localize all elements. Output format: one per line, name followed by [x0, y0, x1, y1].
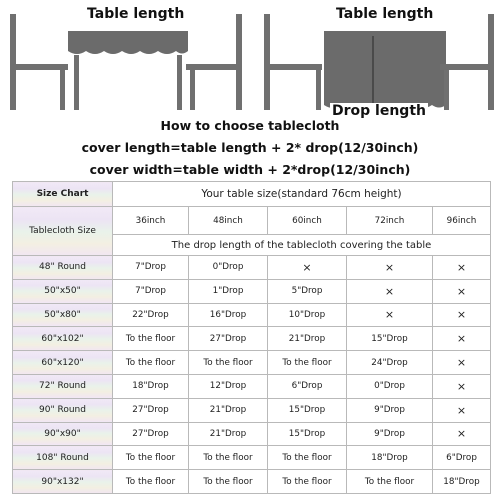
drop-value-cell: 6"Drop — [433, 446, 491, 470]
drop-value-cell: 9"Drop — [347, 422, 433, 446]
drop-value-cell: 27"Drop — [113, 398, 189, 422]
left-scene — [10, 14, 242, 110]
table-row — [13, 279, 491, 303]
size-chart-label: Size Chart — [13, 182, 113, 207]
right-chair-back — [236, 14, 242, 110]
tablecloth-size-cell: 50"x80" — [13, 303, 113, 327]
drop-value-cell: 21"Drop — [268, 327, 347, 351]
drop-value-cell: 27"Drop — [113, 422, 189, 446]
drop-value-cell: To the floor — [268, 351, 347, 375]
drop-value-cell: 1"Drop — [189, 279, 268, 303]
left-chair-seat — [10, 64, 68, 70]
long-tablecloth — [324, 31, 446, 105]
drop-value-cell: 18"Drop — [433, 470, 491, 494]
tablecloth-size-cell: 108" Round — [13, 446, 113, 470]
right-chair-leg-2 — [444, 68, 449, 110]
drop-value-cell: 6"Drop — [268, 374, 347, 398]
drop-value-cell: To the floor — [189, 470, 268, 494]
table-row — [13, 303, 491, 327]
drop-length-label: Drop length — [332, 103, 426, 119]
table-row — [13, 470, 491, 494]
drop-value-cell: × — [433, 398, 491, 422]
tablecloth-size-cell: 50"x50" — [13, 279, 113, 303]
right-chair-back-2 — [488, 14, 494, 110]
drop-value-cell: To the floor — [113, 470, 189, 494]
drop-value-cell: 22"Drop — [113, 303, 189, 327]
left-chair-back — [10, 14, 16, 110]
table-leg-left — [74, 55, 79, 110]
table-length-label-right: Table length — [336, 6, 434, 22]
drop-value-cell: 9"Drop — [347, 398, 433, 422]
drop-value-cell: 0"Drop — [189, 256, 268, 280]
drop-value-cell: 18"Drop — [113, 374, 189, 398]
tablecloth-size-cell: 90"x132" — [13, 470, 113, 494]
tablecloth-size-cell: 72" Round — [13, 374, 113, 398]
drop-value-cell: To the floor — [189, 446, 268, 470]
drop-value-cell: 15"Drop — [268, 422, 347, 446]
drop-value-cell: × — [347, 279, 433, 303]
table-row — [13, 327, 491, 351]
tablecloth-illustration — [0, 0, 500, 118]
table-length-label-left: Table length — [87, 6, 185, 22]
short-tablecloth — [68, 31, 188, 51]
your-table-size-header: Your table size(standard 76cm height) — [113, 182, 491, 207]
drop-value-cell: 24"Drop — [347, 351, 433, 375]
drop-value-cell: 21"Drop — [189, 398, 268, 422]
drop-value-cell: 27"Drop — [189, 327, 268, 351]
drop-value-cell: × — [347, 303, 433, 327]
left-chair-leg — [60, 68, 65, 110]
drop-value-cell: 15"Drop — [268, 398, 347, 422]
right-scene — [264, 14, 494, 110]
drop-value-cell: 21"Drop — [189, 422, 268, 446]
drop-value-cell: To the floor — [113, 351, 189, 375]
table-row — [13, 398, 491, 422]
tablecloth-size-cell: 60"x102" — [13, 327, 113, 351]
table-row — [13, 446, 491, 470]
drop-value-cell: × — [268, 256, 347, 280]
drop-value-cell: × — [433, 279, 491, 303]
table-row — [13, 351, 491, 375]
cover-length-formula: cover length=table length + 2* drop(12/30inch) — [81, 140, 419, 155]
left-chair-seat-2 — [264, 64, 322, 70]
table-size-48: 48inch — [189, 207, 268, 235]
drop-value-cell: × — [433, 256, 491, 280]
cover-width-formula: cover width=table width + 2*drop(12/30inch) — [89, 162, 411, 177]
drop-value-cell: 16"Drop — [189, 303, 268, 327]
table-row — [13, 374, 491, 398]
drop-value-cell: × — [433, 374, 491, 398]
drop-value-cell: 5"Drop — [268, 279, 347, 303]
drop-value-cell: × — [433, 303, 491, 327]
drop-value-cell: 10"Drop — [268, 303, 347, 327]
tablecloth-size-cell: 48" Round — [13, 256, 113, 280]
table-leg-right — [177, 55, 182, 110]
drop-value-cell: × — [433, 351, 491, 375]
drop-value-cell: To the floor — [268, 470, 347, 494]
drop-length-note: The drop length of the tablecloth covering the table — [113, 235, 491, 256]
drop-value-cell: 0"Drop — [347, 374, 433, 398]
drop-value-cell: To the floor — [113, 327, 189, 351]
drop-value-cell: × — [347, 256, 433, 280]
guide-title: How to choose tablecloth — [160, 118, 340, 133]
tablecloth-size-cell: 90" Round — [13, 398, 113, 422]
drop-value-cell: 7"Drop — [113, 279, 189, 303]
drop-value-cell: To the floor — [268, 446, 347, 470]
table-size-60: 60inch — [268, 207, 347, 235]
tablecloth-size-cell: 60"x120" — [13, 351, 113, 375]
right-chair-leg — [190, 68, 195, 110]
drop-value-cell: 15"Drop — [347, 327, 433, 351]
drop-value-cell: 12"Drop — [189, 374, 268, 398]
drop-value-cell: × — [433, 422, 491, 446]
table-size-36: 36inch — [113, 207, 189, 235]
drop-value-cell: × — [433, 327, 491, 351]
drop-value-cell: 7"Drop — [113, 256, 189, 280]
table-size-96: 96inch — [433, 207, 491, 235]
table-row — [13, 422, 491, 446]
tablecloth-size-cell: 90"x90" — [13, 422, 113, 446]
tablecloth-size-label: Tablecloth Size — [13, 207, 113, 256]
drop-value-cell: To the floor — [189, 351, 268, 375]
drop-value-cell: To the floor — [347, 470, 433, 494]
size-chart-table — [12, 181, 491, 494]
left-chair-back-2 — [264, 14, 270, 110]
drop-value-cell: 18"Drop — [347, 446, 433, 470]
drop-value-cell: To the floor — [113, 446, 189, 470]
table-row — [13, 256, 491, 280]
table-size-72: 72inch — [347, 207, 433, 235]
left-chair-leg-2 — [316, 68, 321, 110]
